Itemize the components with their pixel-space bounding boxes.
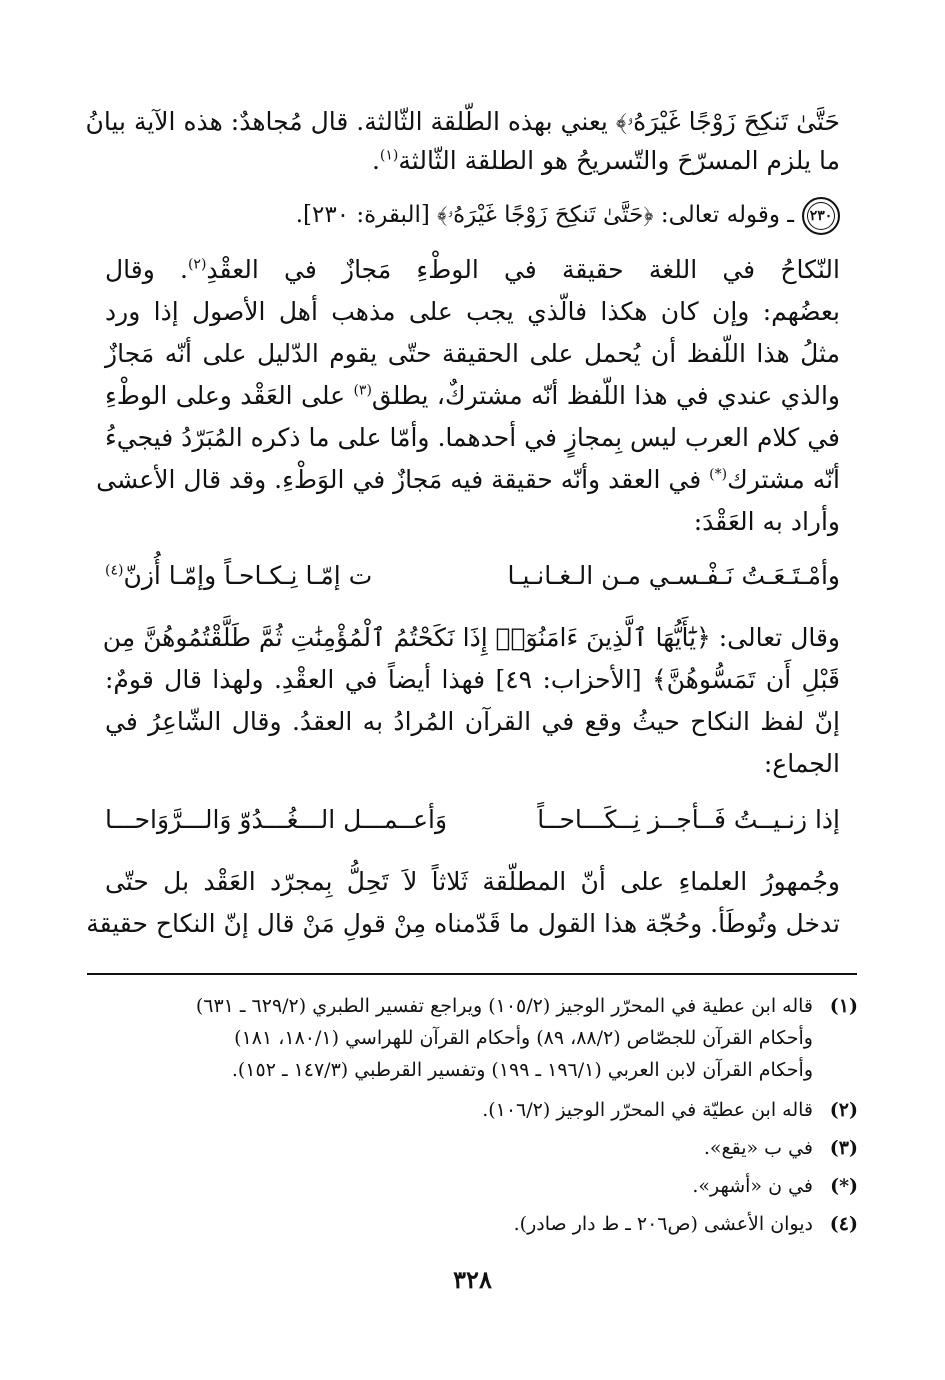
body-line-7: في كلام العرب ليس بِمجازٍ في أحدهما. وأمّا على ما ذكره المُبَرّدُ فيجيءُ: [105, 423, 840, 452]
footnote-3-number: (٣): [829, 1137, 858, 1159]
body-line-8-tail: في العقد وأنّه حقيقة فيه مَجازٌ في الوَطْءِ. وقد قال الأعشى: [96, 465, 702, 494]
body-line-14: وجُمهورُ العلماءِ على أنّ المطلّقة ثَلاثاً لاَ تَحِلُّ بِمجرّد العَقْد بل حتّى: [105, 867, 840, 896]
verse-number-badge: ٢٣٠: [802, 197, 840, 235]
footnote-1-line-2: وأحكام القرآن للجصّاص (٨٨/٢، ٨٩) وأحكام القرآن للهراسي (١٨٠/١، ١٨١): [234, 1027, 813, 1049]
body-line-15: تدخل وتُوطَأ. وحُجّة هذا القول ما قَدّمناه مِنْ قولِ مَنْ قال إنّ النكاح حقيقة: [86, 909, 840, 938]
footnote-1-number: (١): [829, 995, 858, 1017]
body-line-8: [96, 460, 840, 500]
poem-verse-1-right: وأمْـتَـعَـتُ نَـفْـسـي مـن الـغـانـيـا: [507, 561, 840, 590]
footnote-4-text: ديوان الأعشى (ص٢٠٦ ـ ط دار صادر).: [513, 1213, 813, 1235]
footnote-star-text: في ن «أشهر».: [692, 1175, 813, 1197]
body-line-2: ما يلزم المسرّحَ والتّسريحُ هو الطلقة الثّالثة$^{(١)}$.: [371, 146, 840, 175]
body-line-10: وقال تعالى: ﴿يَٰٓأَيُّهَا ٱلَّذِينَ ءَامَنُوٓا۟ إِذَا نَكَحْتُمُ ٱلْمُؤْمِنَٰتِ ثُمَّ طَلَّقْتُمُوهُنَّ مِن: [102, 623, 840, 652]
body-line-9: وأراد به العَقْدَ:: [693, 507, 840, 536]
poem-verse-2-right: إذا زنـيــتُ فَــأجــز نِــكَـــاحــاً: [537, 805, 840, 834]
body-line-6-text: والذي عندي في هذا اللّفظ أنّه مشتركٌ، يطلق: [371, 381, 840, 410]
footnote-3: [88, 1132, 858, 1164]
poem-verse-1-left: [105, 556, 372, 596]
body-line-8-text: أنّه مشترك: [727, 465, 840, 494]
body-line-2-text: ما يلزم المسرّحَ والتّسريحُ هو الطلقة الثّالثة: [398, 146, 840, 175]
body-line-11: قَبْلِ أَن تَمَسُّوهُنَّ﴾ [الأحزاب: ٤٩] فهذا أيضاً في العقْدِ. ولهذا قال قومٌ:: [105, 665, 840, 694]
footnote-1: [88, 990, 858, 1022]
footnote-star: [88, 1170, 858, 1202]
body-line-3-tail: . وقال: [105, 255, 188, 284]
quran-citation-text: ـ وقوله تعالى: ﴿حَتَّىٰ تَنكِحَ زَوْجًا غَيْرَهُۥ﴾ [البقرة: ٢٣٠].: [295, 202, 794, 228]
footnote-4: [88, 1208, 858, 1240]
footnote-2-number: (٢): [829, 1099, 858, 1121]
body-line-3: [105, 250, 840, 290]
body-line-5: مثلُ هذا اللّفظ أن يُحمل على الحقيقة حتّى يقوم الدّليل على أنّه مَجازٌ: [105, 339, 840, 368]
footnote-ref-star[interactable]: (*): [709, 466, 728, 483]
footnote-2-text: قاله ابن عطيّة في المحرّر الوجيز (١٠٦/٢).: [482, 1099, 813, 1121]
body-line-12: إنّ لفظ النكاح حيثُ وقع في القرآن المُرادُ به العقدُ. وقال الشّاعِرُ في: [105, 707, 840, 736]
quran-citation: [105, 195, 840, 235]
footnote-4-number: (٤): [829, 1213, 858, 1235]
footnote-ref-4[interactable]: (٤): [105, 562, 124, 579]
footnote-1-line-3: وأحكام القرآن لابن العربي (١٩٦/١ ـ ١٩٩) وتفسير القرطبي (١٤٧/٣ ـ ١٥٢).: [231, 1059, 813, 1081]
body-line-6-tail: على العَقْد وعلى الوطْءِ: [105, 381, 346, 410]
footnote-star-number: (*): [830, 1175, 858, 1197]
poem-verse-2-left: وَأعــمـــل الـــغُـــدُوّ وَالـــرَّوَاحـــا: [105, 805, 448, 834]
poem-verse-1-left-text: ت إمّـا نِـكـاحـاً وإمّـا أُزنّ: [123, 561, 373, 590]
page-number: ٣٢٨: [453, 1265, 492, 1294]
footnote-ref-2[interactable]: (٢): [187, 256, 207, 273]
footnote-3-text: في ب «يقع».: [703, 1137, 813, 1159]
body-line-4: بعضُهم: وإن كان هكذا فالّذي يجب على مذهب أهل الأصول إذا ورد: [105, 297, 840, 326]
footnote-ref-1[interactable]: (١): [379, 147, 399, 164]
footnote-2: [88, 1094, 858, 1126]
footnote-1-line-1: قاله ابن عطية في المحرّر الوجيز (١٠٥/٢) ويراجع تفسير الطبري (٦٢٩/٢ ـ ٦٣١): [195, 995, 813, 1017]
footnote-divider: [87, 973, 857, 975]
body-line-1: حَتَّىٰ تَنكِحَ زَوْجًا غَيْرَهُۥ﴾ يعني بهذه الطّلقة الثّالثة. قال مُجاهدٌ: هذه الآية بيانُ: [85, 107, 840, 136]
footnote-ref-3[interactable]: (٣): [353, 382, 372, 399]
body-line-3-text: النّكاحُ في اللغة حقيقة في الوطْءِ مَجازٌ في العقْدِ: [206, 255, 840, 284]
body-line-13: الجماع:: [763, 749, 840, 778]
body-line-6: [105, 376, 840, 416]
